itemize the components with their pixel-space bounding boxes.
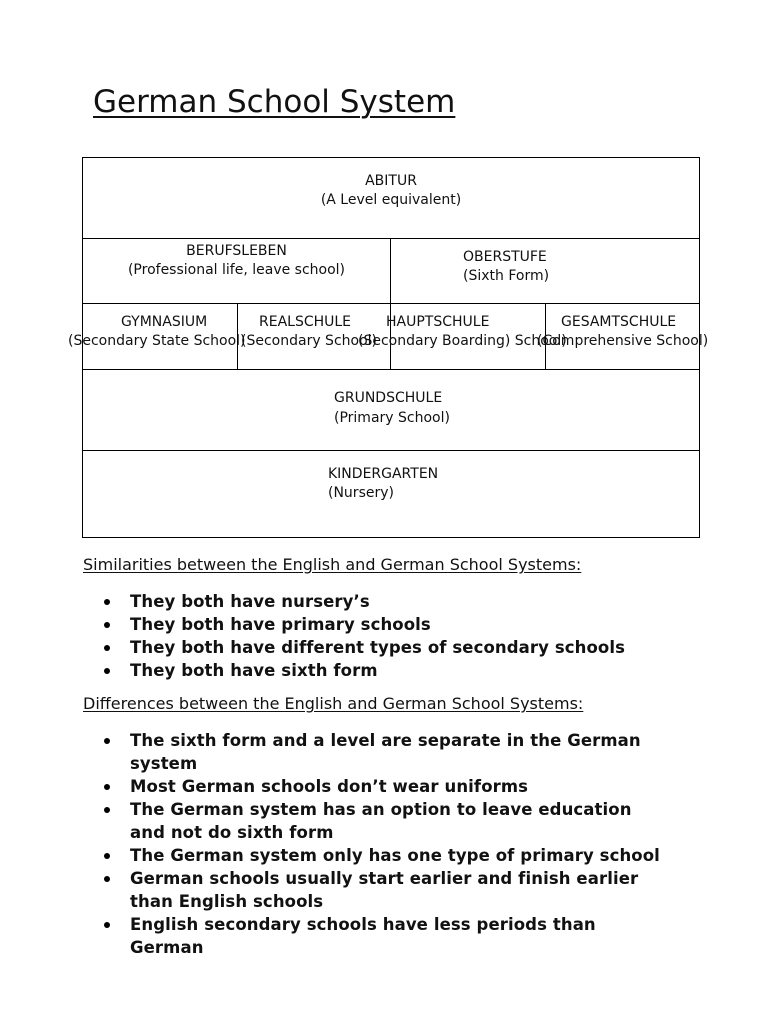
list-item: The German system only has one type of primary school bbox=[102, 844, 670, 867]
abitur-box bbox=[82, 157, 700, 239]
abitur-name: ABITUR bbox=[365, 173, 417, 189]
hauptschule-desc: (Secondary Boarding) School) bbox=[358, 333, 567, 349]
list-item: Most German schools don’t wear uniforms bbox=[102, 775, 670, 798]
list-item: German schools usually start earlier and finish earlier than English schools bbox=[102, 867, 670, 913]
gymnasium-desc: (Secondary State School) bbox=[68, 333, 246, 349]
differences-list bbox=[102, 729, 670, 959]
realschule-desc: (Secondary School) bbox=[241, 333, 377, 349]
list-item: The sixth form and a level are separate in the German system bbox=[102, 729, 670, 775]
gesamtschule-name: GESAMTSCHULE bbox=[561, 314, 677, 330]
grundschule-desc: (Primary School) bbox=[334, 410, 450, 426]
abitur-desc: (A Level equivalent) bbox=[320, 192, 462, 208]
realschule-name: REALSCHULE bbox=[259, 314, 352, 330]
grundschule-name: GRUNDSCHULE bbox=[334, 390, 443, 406]
oberstufe-desc: (Sixth Form) bbox=[463, 268, 550, 284]
kindergarten-box bbox=[82, 450, 700, 538]
list-item: They both have primary schools bbox=[102, 613, 670, 636]
gesamtschule-desc: (Comprehensive School) bbox=[537, 333, 709, 349]
page-title: German School System bbox=[93, 84, 456, 120]
berufsleben-box bbox=[82, 238, 391, 304]
list-item: The German system has an option to leave education and not do sixth form bbox=[102, 798, 670, 844]
oberstufe-box bbox=[390, 238, 700, 304]
similarities-heading: Similarities between the English and German School Systems: bbox=[83, 555, 582, 574]
kindergarten-name: KINDERGARTEN bbox=[328, 466, 439, 482]
gymnasium-name: GYMNASIUM bbox=[121, 314, 208, 330]
list-item: They both have sixth form bbox=[102, 659, 670, 682]
oberstufe-name: OBERSTUFE bbox=[463, 249, 547, 265]
berufsleben-desc: (Professional life, leave school) bbox=[127, 262, 346, 278]
kindergarten-desc: (Nursery) bbox=[328, 485, 394, 501]
grundschule-box bbox=[82, 369, 700, 451]
hauptschule-box bbox=[358, 303, 567, 370]
differences-heading: Differences between the English and German School Systems: bbox=[83, 694, 584, 713]
list-item: English secondary schools have less periods than German bbox=[102, 913, 670, 959]
berufsleben-name: BERUFSLEBEN bbox=[186, 243, 287, 259]
similarities-list bbox=[102, 590, 670, 682]
gymnasium-box bbox=[68, 303, 246, 370]
hauptschule-name: HAUPTSCHULE bbox=[386, 314, 490, 330]
gesamtschule-box bbox=[537, 303, 709, 370]
list-item: They both have different types of secondary schools bbox=[102, 636, 670, 659]
list-item: They both have nursery’s bbox=[102, 590, 670, 613]
